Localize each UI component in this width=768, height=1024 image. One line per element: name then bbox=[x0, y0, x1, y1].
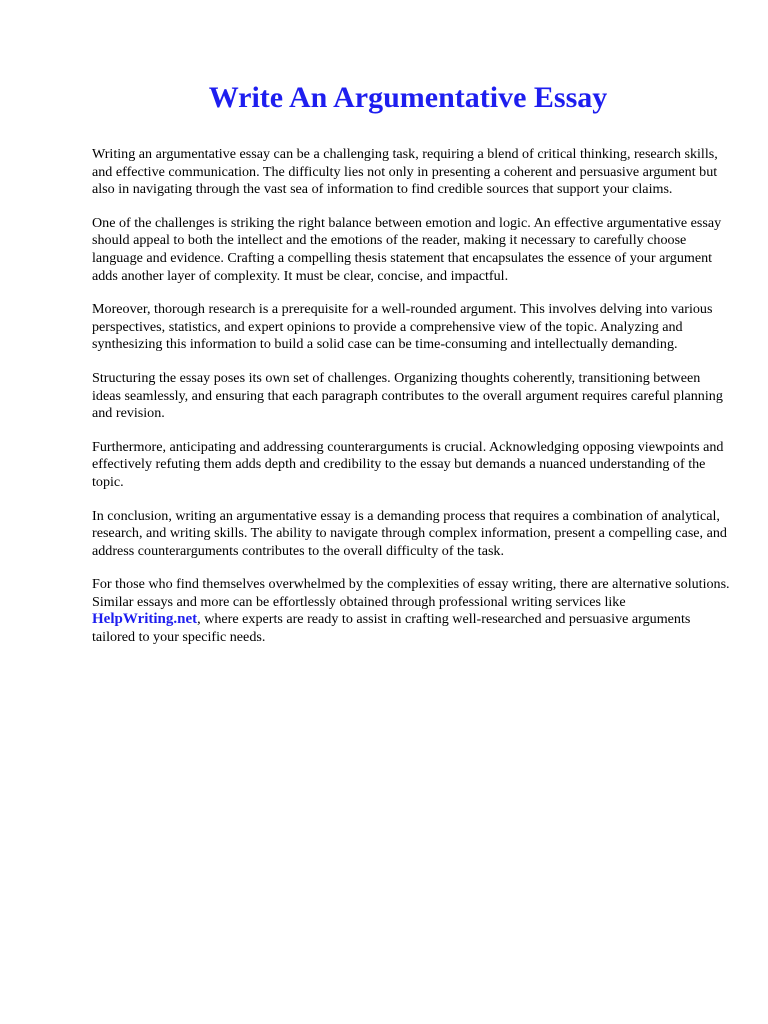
paragraph-7 bbox=[92, 576, 732, 646]
helpwriting-link[interactable]: HelpWriting.net bbox=[92, 611, 198, 628]
paragraph-5: Furthermore, anticipating and addressing counterarguments is crucial. Acknowledging opposing viewpoints and effectively refuting them adds depth and credibility to the essay but demands a nuanced understanding of the topic. bbox=[92, 438, 724, 490]
paragraph-1: Writing an argumentative essay can be a challenging task, requiring a blend of critical thinking, research skills, and effective communication. The difficulty lies not only in presenting a coherent and persuasive argument but also in navigating through the vast sea of information to find credible sources that support your claims. bbox=[92, 146, 718, 198]
paragraph-2: One of the challenges is striking the right balance between emotion and logic. An effective argumentative essay should appeal to both the intellect and the emotions of the reader, making it necessary to carefully choose language and evidence. Crafting a compelling thesis statement that encapsulates the essence of your argument adds another layer of complexity. It must be clear, concise, and impactful. bbox=[92, 214, 722, 284]
paragraph-7-text-after: , where experts are ready to assist in crafting well-researched and persuasive arguments tailored to your specific needs. bbox=[92, 611, 691, 646]
paragraph-3: Moreover, thorough research is a prerequisite for a well-rounded argument. This involves delving into various perspectives, statistics, and expert opinions to provide a comprehensive view of the topic. Analyzing and synthesizing this information to build a solid case can be time-consuming and intellectually demanding. bbox=[92, 301, 713, 353]
document-body bbox=[92, 146, 732, 663]
paragraph-4: Structuring the essay poses its own set of challenges. Organizing thoughts coherently, transitioning between ideas seamlessly, and ensuring that each paragraph contributes to the overall argument requires careful planning and revision. bbox=[92, 369, 723, 422]
paragraph-6: In conclusion, writing an argumentative essay is a demanding process that requires a combination of analytical, research, and writing skills. The ability to navigate through complex information, present a compelling case, and address counterarguments contributes to the overall difficulty of the task. bbox=[92, 507, 727, 559]
document-title: Write An Argumentative Essay bbox=[208, 81, 608, 114]
paragraph-7-text-before: For those who find themselves overwhelmed by the complexities of essay writing, there are alternative solutions. Similar essays and more can be effortlessly obtained through professional writing services like bbox=[92, 576, 730, 610]
